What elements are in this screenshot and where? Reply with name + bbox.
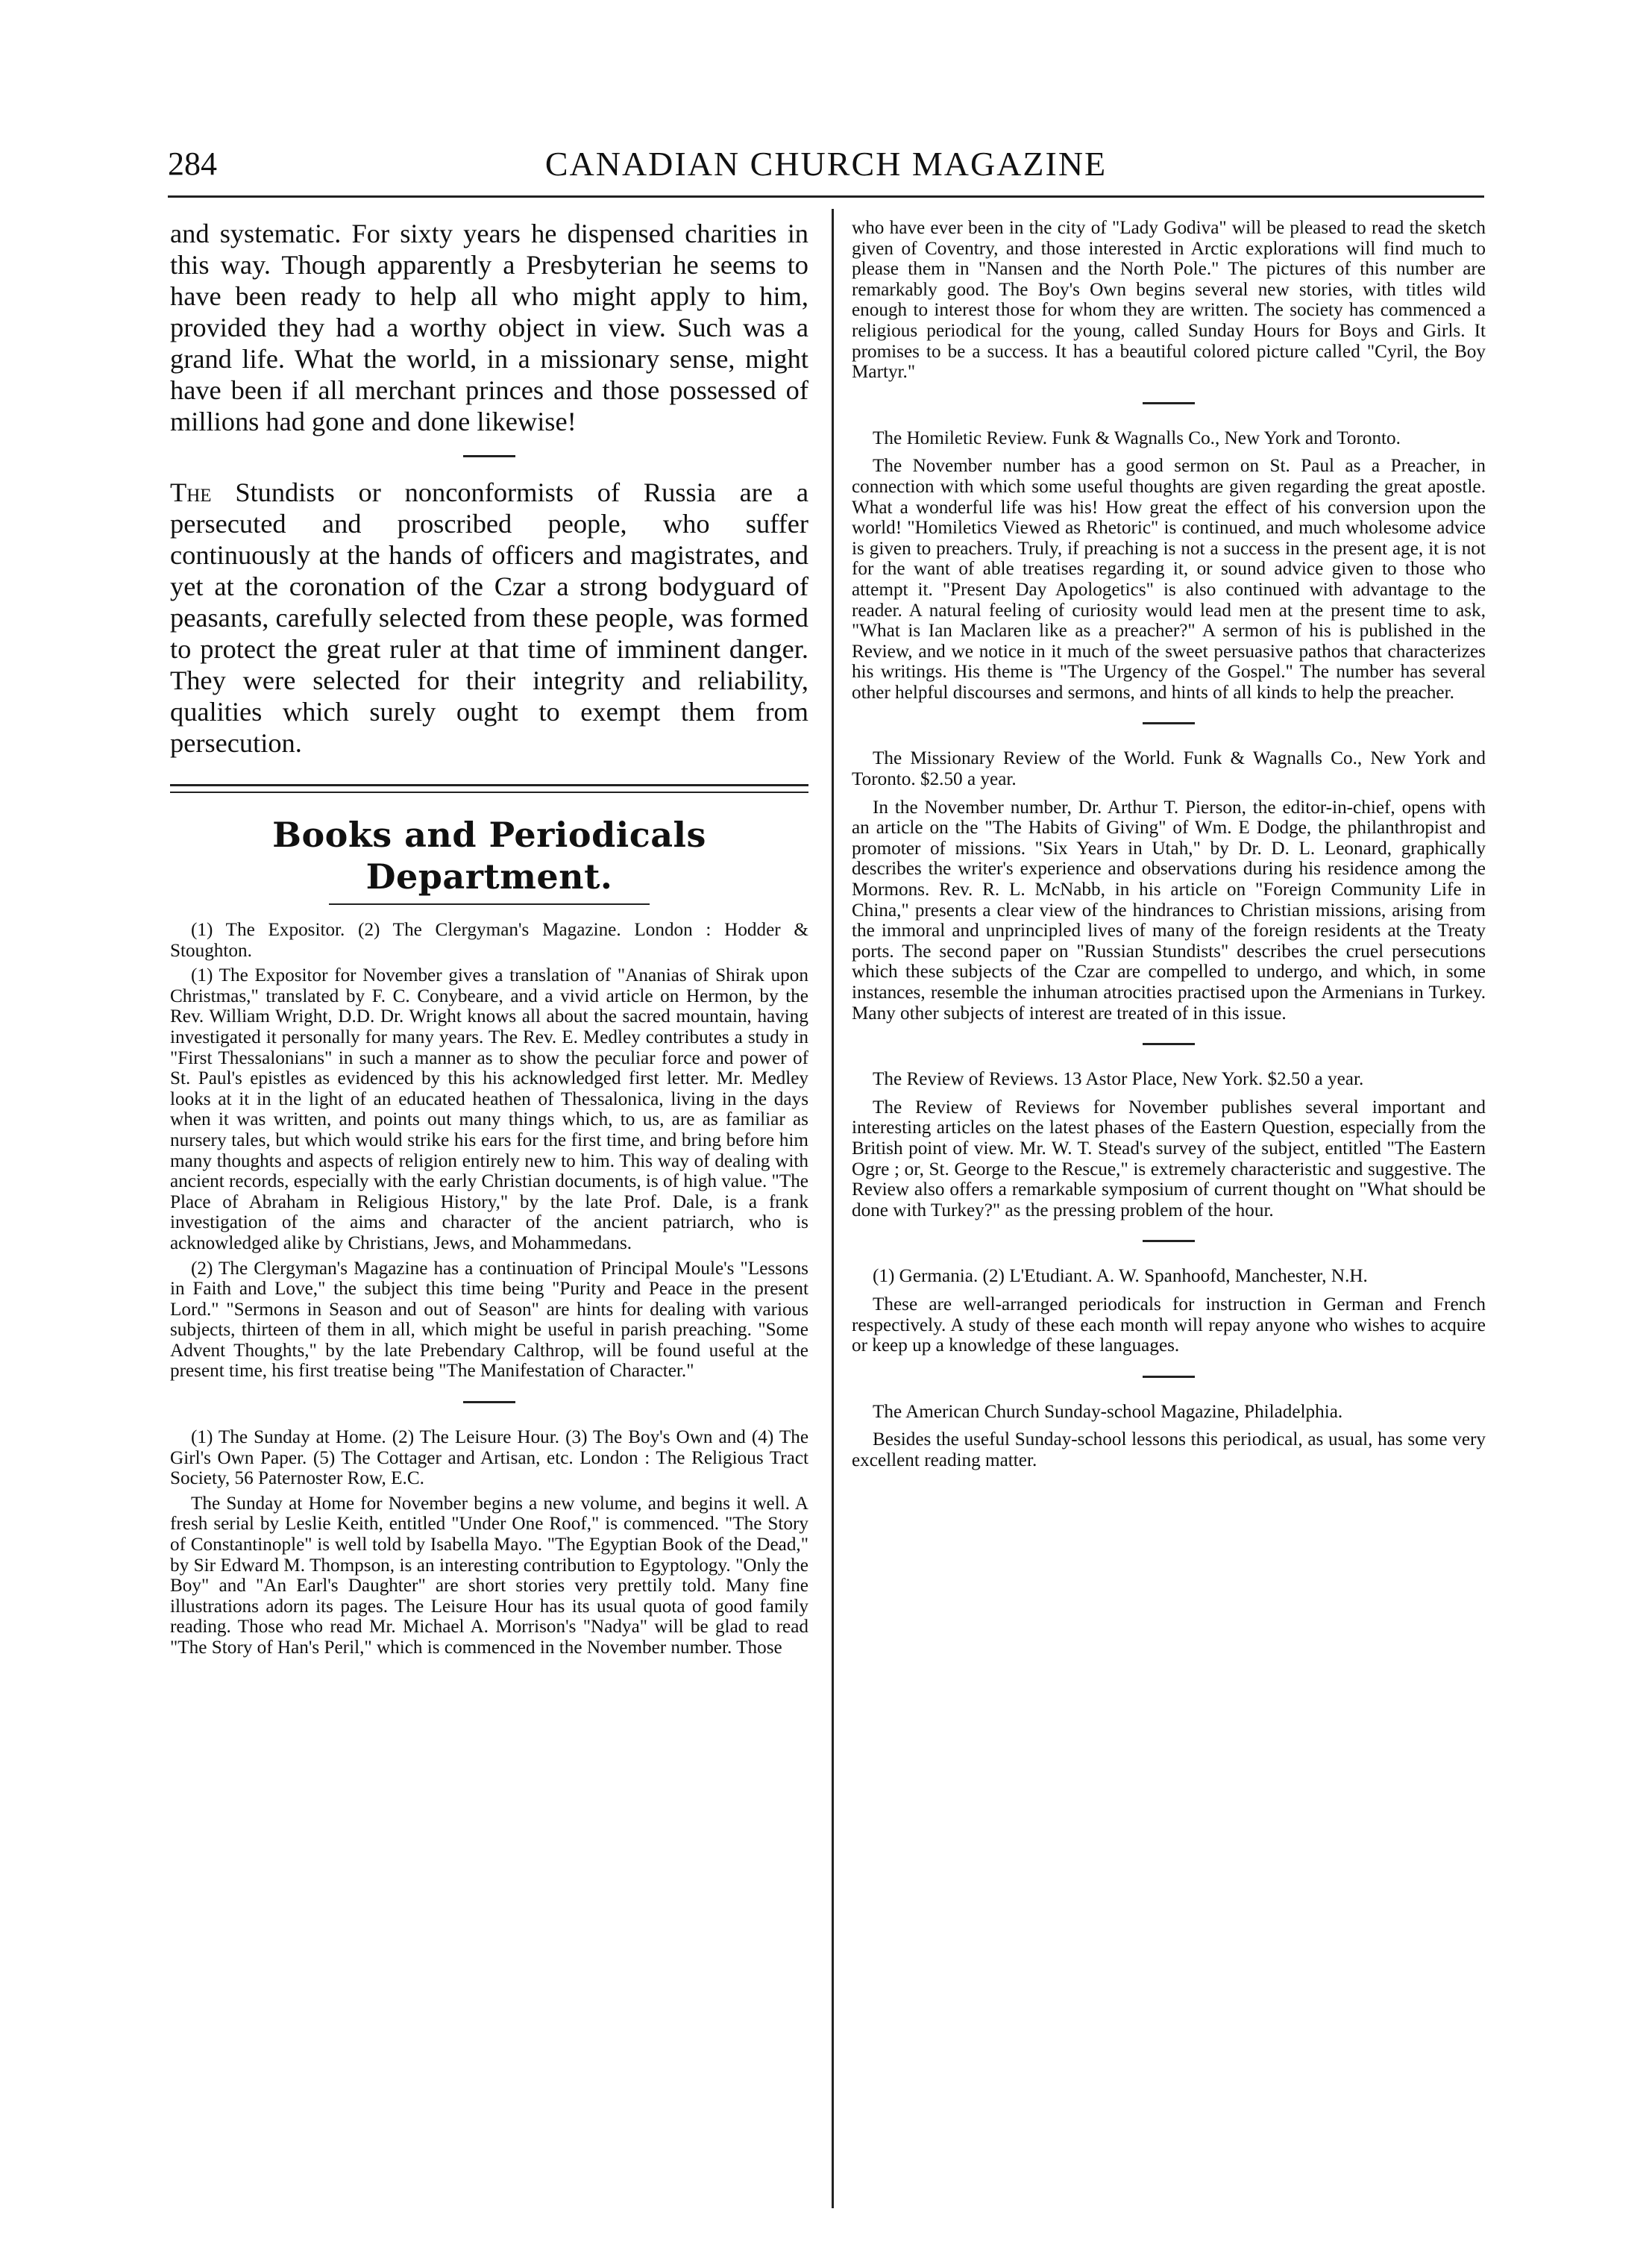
review-citation: The Review of Reviews. 13 Astor Place, New York. $2.50 a year. (873, 1069, 1364, 1090)
separator (1143, 402, 1195, 404)
right-column (852, 218, 1486, 1471)
review-text: (1) The Expositor for November gives a translation of "Ananias of Shirak upon Christmas," translated by F. C. Conybeare, and a vivid article on Hermon, by the Rev. William Wright, D.D. Dr. Wright knows all about the sacred mountain, having investigated it personally for many years. The Rev. E. Medley contributes a study in "First Thessalonians" in such a manner as to show the peculiar force and power of St. Paul's epistles as evidenced by this his acknowledged first letter. Mr. Medley looks at it in the light of an educated heathen of Thessalonica, living in the days when it was written, and points out many things which, to us, are as familiar as nursery tales, but which would strike his ears for the first time, and bring before him many thoughts and aspects of religion entirely new to him. This way of dealing with ancient records, especially with the early Christian documents, is of high value. "The Place of Abraham in Religious History," by the late Prof. Dale, is a frank investigation of the aims and character of the ancient patriarch, who is acknowledged alike by Christians, Jews, and Mohammedans. (170, 965, 808, 1253)
review-citation: The Missionary Review of the World. Funk & Wagnalls Co., New York and Toronto. $2.50 a year. (852, 748, 1486, 790)
review-citation: (1) Germania. (2) L'Etudiant. A. W. Spanhoofd, Manchester, N.H. (873, 1266, 1368, 1287)
review-text: These are well-arranged periodicals for instruction in German and French respectively. A study of these each month will repay anyone who wishes to acquire or keep up a knowledge of these languages. (852, 1294, 1486, 1356)
header-rule (168, 195, 1484, 198)
charity-paragraph: and systematic. For sixty years he dispensed charities in this way. Though apparently a Presbyterian he seems to have been ready to help all who might apply to him, provided they had a worthy object in view. Such was a grand life. What the world, in a missionary sense, might have been if all merchant princes and those possessed of millions had gone and done likewise! (170, 219, 808, 436)
review-citation: (1) The Sunday at Home. (2) The Leisure Hour. (3) The Boy's Own and (4) The Girl's Own Paper. (5) The Cottager and Artisan, etc. London : The Religious Tract Society, 56 Paternoster Row, E.C. (170, 1427, 808, 1489)
separator (1143, 722, 1195, 724)
section-rule (170, 784, 808, 793)
running-title: CANADIAN CHURCH MAGAZINE (544, 145, 1108, 183)
stundists-lead: The (170, 477, 212, 507)
review-citation: The American Church Sunday-school Magazine, Philadelphia. (873, 1401, 1343, 1422)
page-number: 284 (168, 145, 217, 182)
separator (1143, 1240, 1195, 1242)
stundists-paragraph (170, 477, 808, 759)
left-column (170, 218, 808, 1658)
reviews-left (170, 920, 808, 1658)
heading-underline (329, 903, 650, 905)
review-text: who have ever been in the city of "Lady Godiva" will be pleased to read the sketch given of Coventry, and those interested in Arctic explorations will find much to please them in "Nansen and the North Pole." The pictures of this number are remarkably good. The Boy's Own begins several new stories, with titles wild enough to interest those for whom they are written. The society has commenced a religious periodical for the young, called Sunday Hours for Boys and Girls. It promises to be a success. It has a beautiful colored picture called "Cyril, the Boy Martyr." (852, 218, 1486, 383)
column-divider (832, 209, 834, 2208)
editorial-notes (170, 218, 808, 759)
review-citation: (1) The Expositor. (2) The Clergyman's Magazine. London : Hodder & Stoughton. (170, 920, 808, 961)
review-text: (2) The Clergyman's Magazine has a continuation of Principal Moule's "Lessons in Faith and Love," the subject this time being "Purity and Peace in the present Lord." "Sermons in Season and out of Season" are hints for dealing with various subjects, thirteen of them in all, which might be useful in parish preaching. "Some Advent Thoughts," by the late Prebendary Calthrop, will be found useful at the present time, his first treatise being "The Manifestation of Character." (170, 1258, 808, 1382)
separator (463, 455, 515, 457)
page-header (168, 142, 1484, 194)
review-text: The Sunday at Home for November begins a new volume, and begins it well. A fresh serial by Leslie Keith, entitled "Under One Roof," is commenced. "The Story of Constantinople" is well told by Isabella Mayo. "The Egyptian Book of the Dead," by Sir Edward M. Thompson, is an interesting contribution to Egyptology. "Only the Boy" and "An Earl's Daughter" are short stories very prettily told. Many fine illustrations adorn its pages. The Leisure Hour has its usual quota of good family reading. Those who read Mr. Michael A. Morrison's "Nadya" will be glad to read "The Story of Han's Peril," which is commenced in the November number. Those (170, 1493, 808, 1658)
review-text: In the November number, Dr. Arthur T. Pierson, the editor-in-chief, opens with an article on the "The Habits of Giving" of Wm. E Dodge, the philanthropist and promoter of missions. "Six Years in Utah," by Dr. D. L. Leonard, graphically describes the writer's experience and observations during his residence among the Mormons. Rev. R. L. McNabb, in his article on "Foreign Community Life in China," presents a clear view of the hindrances to Christian missions, arising from the immoral and unprincipled lives of many of the foreign residents at the Treaty ports. The second paper on "Russian Stundists" describes the cruel persecutions which these subjects of the Czar are compelled to undergo, and which, in some instances, resemble the inhuman atrocities practised upon the Armenians in Turkey. Many other subjects of interest are treated of in this issue. (852, 797, 1486, 1024)
section-heading: Books and Periodicals Department. (272, 815, 706, 897)
review-citation: The Homiletic Review. Funk & Wagnalls Co., New York and Toronto. (873, 427, 1401, 448)
review-text: The November number has a good sermon on St. Paul as a Preacher, in connection with which some useful thoughts are given regarding the great apostle. What a wonderful life was his! How great the effect of his conversion upon the world! "Homiletics Viewed as Rhetoric" is continued, and much wholesome advice is given to preachers. Truly, if preaching is not a success in the present age, it is not for the want of able treatises regarding it, or sound advice given to those who attempt it. "Present Day Apologetics" is also continued with advantage to the reader. A natural feeling of curiosity would lead men at the present time to ask, "What is Ian Maclaren like as a preacher?" A sermon of his is published in the Review, and we notice in it much of the sweet persuasive pathos that characterizes his writings. His theme is "The Urgency of the Gospel." The number has several other helpful discourses and sermons, and hints of all kinds to help the preacher. (852, 456, 1486, 703)
separator (1143, 1043, 1195, 1045)
review-text: Besides the useful Sunday-school lessons this periodical, as usual, has some very excellent reading matter. (852, 1429, 1486, 1470)
separator (1143, 1376, 1195, 1378)
separator (463, 1401, 515, 1403)
stundists-text: Stundists or nonconformists of Russia are a persecuted and proscribed people, who suffer continuously at the hands of officers and magistrates, and yet at the coronation of the Czar a strong bodyguard of peasants, carefully selected from these people, was formed to protect the great ruler at that time of imminent danger. They were selected for their integrity and reliability, qualities which surely ought to exempt them from persecution. (170, 477, 808, 758)
review-text: The Review of Reviews for November publishes several important and interesting articles on the latest phases of the Eastern Question, especially from the British point of view. Mr. W. T. Stead's survey of the subject, entitled "The Eastern Ogre ; or, St. George to the Rescue," is extremely characteristic and suggestive. The Review also offers a remarkable symposium of current thought on "What should be done with Turkey?" as the pressing problem of the hour. (852, 1097, 1486, 1220)
